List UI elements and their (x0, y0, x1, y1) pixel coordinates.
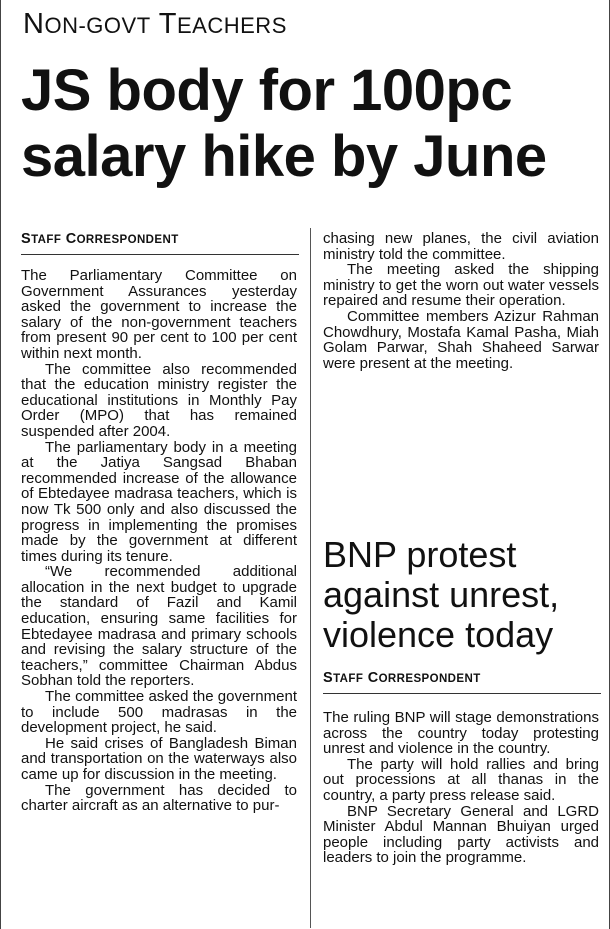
paragraph: chasing new planes, the civil aviation ministry told the committee. (323, 230, 599, 263)
story-body-right-column (323, 231, 599, 371)
paragraph: The party will hold rallies and bring out processions at all thanas in the country, a party press release said. (323, 755, 599, 804)
byline-staff-correspondent: STAFF CORRESPONDENT (21, 231, 179, 247)
kicker-text: NON-GOVT TEACHERS (23, 8, 287, 40)
paragraph: The parliamentary body in a meeting at the Jatiya Sangsad Bhaban recommended increase of the allowance of Ebtedayee madrasa teachers, which is now Tk 500 only and also discussed the progress in implementing the promises made by the government at different times during its tenure. (21, 438, 297, 565)
paragraph: “We recommended additional allocation in the next budget to upgrade the standard of Fazil and Kamil education, ensuring same facilities for Ebtedayee madrasa and primary schools and revising the salary structure of the teachers,” committee Chairman Abdus Sobhan told the reporters. (21, 563, 297, 690)
paragraph: The government has decided to charter aircraft as an alternative to pur- (21, 781, 297, 815)
paragraph: Committee members Azizur Rahman Chowdhury, Mostafa Kamal Pasha, Miah Golam Parwar, Shah Shaheed Sarwar were present at the meeting. (323, 307, 599, 372)
paragraph: The committee also recommended that the education ministry register the educational institutions in Monthly Pay Order (MPO) that has remained suspended after 2004. (21, 360, 297, 440)
column-divider (310, 228, 311, 928)
byline-rule (323, 693, 601, 694)
bnp-story-body (323, 710, 599, 866)
paragraph: BNP Secretary General and LGRD Minister Abdul Mannan Bhuiyan urged people including party activists and leaders to join the programme. (323, 802, 599, 867)
story-kicker (23, 8, 287, 41)
bnp-byline: STAFF CORRESPONDENT (323, 670, 481, 686)
paragraph: The Parliamentary Committee on Government Assurances yesterday asked the government to increase the salary of the non-government teachers from present 90 per cent to 100 per cent within next month. (21, 267, 297, 362)
paragraph: The committee asked the government to include 500 madrasas in the development project, he said. (21, 688, 297, 737)
paragraph: The ruling BNP will stage demonstrations across the country today protesting unrest and violence in the country. (323, 709, 599, 758)
story-body-left-column (21, 268, 297, 814)
paragraph: He said crises of Bangladesh Biman and transportation on the waterways also came up for discussion in the meeting. (21, 734, 297, 783)
paragraph: The meeting asked the shipping ministry to get the worn out water vessels repaired and resume their operation. (323, 261, 599, 310)
story-headline: JS body for 100pc salary hike by June (21, 58, 547, 189)
byline-rule (21, 254, 299, 255)
bnp-story-headline: BNP protest against unrest, violence today (323, 534, 560, 655)
